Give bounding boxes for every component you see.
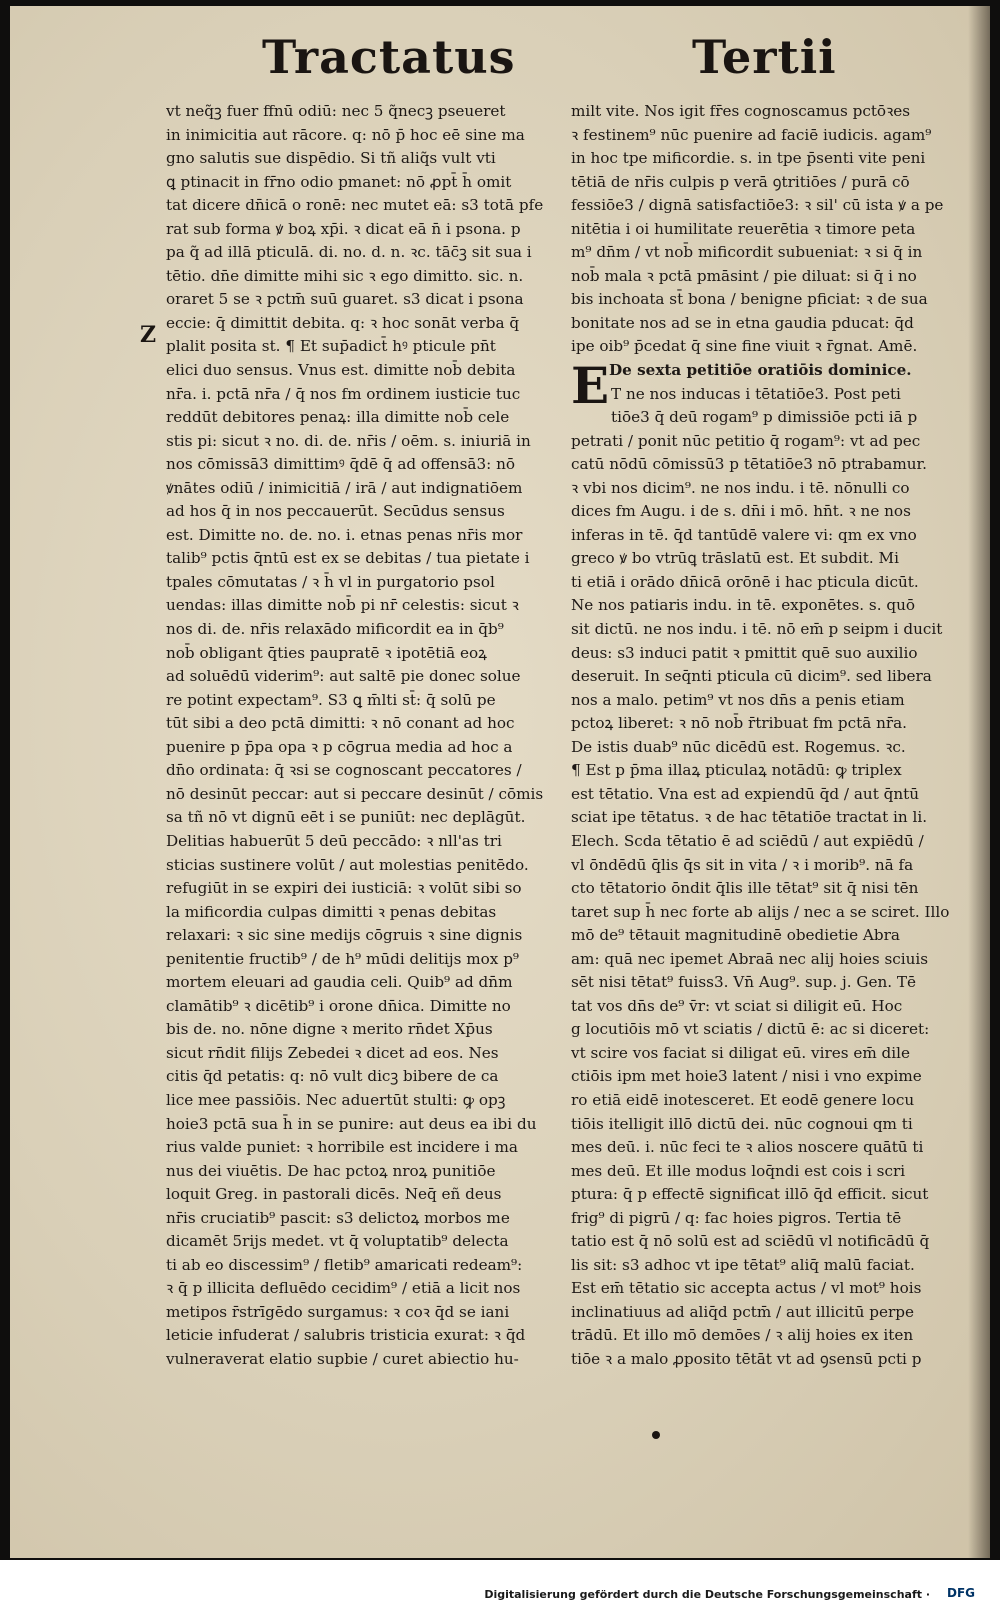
text-line: est. Dimitte no. de. no. i. etnas penas nr̄is mor [166, 525, 523, 544]
section-heading: De sexta petitiōe oratiōis dominice. [609, 361, 912, 380]
page-spine-shadow [968, 6, 990, 1558]
text-line: ꝛ q̄ p illicita defluēdo cecidim⁹ / etiā a licit nos [166, 1279, 521, 1298]
text-line: uendas: illas dimitte nob̄ pi nr̄ celestis: sicut ꝛ [166, 596, 519, 615]
text-line: ti etiā i orādo dn̄icā orōnē i hac pticula dicūt. [571, 572, 919, 591]
text-line: vulneraverat elatio supbie / curet abiectio hu- [166, 1349, 519, 1368]
text-line: mes deū. Et ille modus loq̄ndi est cois i scri [571, 1161, 906, 1180]
text-line: milt vite. Nos igit fr̄es cognoscamus pctōꝛes [571, 102, 911, 120]
text-line: tiōe ꝛ a malo ꝓposito tētāt vt ad ꝯsensū pcti p [571, 1349, 922, 1368]
text-column-left [166, 100, 556, 1372]
text-line: la mificordia culpas dimitti ꝛ penas debitas [166, 902, 497, 921]
text-line: oraret 5 se ꝛ pctm̄ suū guaret. s3 dicat i psona [166, 290, 524, 309]
text-line: nob̄ mala ꝛ pctā pmāsint / pie diluat: si q̄ i no [571, 266, 917, 285]
text-line: nos cōmissā3 dimittimꝰ q̄dē q̄ ad offensā3: nō [166, 455, 516, 474]
text-line: stis pi: sicut ꝛ no. di. de. nr̄is / oēm. s. iniuriā in [166, 431, 531, 450]
text-line: nob̄ obligant q̄ties paupratē ꝛ ipotētiā eoꝝ [166, 643, 487, 662]
text-line: inclinatiuus ad aliq̄d pctm̄ / aut illicitū perpe [571, 1302, 914, 1321]
text-line: ro etiā eidē inotesceret. Et eodē genere locu [571, 1090, 915, 1109]
text-line: hoie3 pctā sua h̄ in se punire: aut deus ea ibi du [166, 1114, 537, 1133]
text-line: tiōe3 q̄ deū rogam⁹ p dimissiōe pcti iā p [611, 408, 918, 427]
text-line: T ne nos inducas i tētatiōe3. Post peti [611, 384, 901, 403]
text-line: trādū. Et illo mō demōes / ꝛ alij hoies ex iten [571, 1326, 914, 1345]
running-head-right: Tertii [692, 30, 837, 84]
text-line: clamātib⁹ ꝛ dicētib⁹ i orone dn̄ica. Dimitte no [166, 996, 511, 1015]
text-line: talib⁹ pctis q̄ntū est ex se debitas / tua pietate i [166, 549, 530, 568]
text-line: reddūt debitores penaꝝ: illa dimitte nob̄ cele [166, 408, 510, 427]
text-line: tūt sibi a deo pctā dimitti: ꝛ nō conant ad hoc [166, 714, 515, 733]
text-line: ctiōis ipm met hoie3 latent / nisi i vno expime [571, 1067, 922, 1086]
text-line: nos di. de. nr̄is relaxādo mificordit ea in q̄b⁹ [166, 620, 504, 639]
running-head-left: Tractatus [262, 30, 516, 84]
text-line: mō de⁹ tētauit magnitudinē obedietie Abra [571, 926, 900, 945]
text-line: ad soluēdū viderim⁹: aut saltē pie donec solue [166, 667, 521, 686]
text-line: re potint expectam⁹. S3 ꝗ m̄lti st̄: q̄ solū pe [166, 690, 496, 709]
text-line: bis de. no. nōne digne ꝛ merito rn̄det Xp̄us [166, 1020, 493, 1039]
text-line: tētiā de nr̄is culpis p verā ꝯtritiōes / purā cō [571, 172, 910, 191]
text-line: tatio est q̄ nō solū est ad sciēdū vl notificādū q̄ [571, 1232, 930, 1251]
text-line: elici duo sensus. Vnus est. dimitte nob̄ debita [166, 361, 516, 380]
text-line: catū nōdū cōmissū3 p tētatiōe3 nō ptrabamur. [571, 455, 927, 474]
text-line: citis q̄d petatis: q: nō vult dicꝫ bibere de ca [166, 1067, 499, 1086]
text-line: m⁹ dn̄m / vt nob̄ mificordit subueniat: ꝛ si q̄ in [571, 243, 923, 262]
footer-credit: Digitalisierung gefördert durch die Deutsche Forschungsgemeinschaft · [484, 1588, 930, 1601]
text-line: in hoc tpe mificordie. s. in tpe p̄senti vite peni [571, 149, 926, 168]
text-line: loquit Greg. in pastorali dicēs. Neq̄ eñ deus [166, 1185, 502, 1204]
text-line: metipos r̄strīgēdo surgamus: ꝛ coꝛ q̄d se iani [166, 1302, 510, 1321]
text-line: dn̄o ordinata: q̄ ꝛsi se cognoscant peccatores / [166, 761, 522, 780]
text-line: tat vos dn̄s de⁹ v̄r: vt sciat si diligit eū. Hoc [571, 996, 903, 1015]
text-line: sicut rn̄dit filijs Zebedei ꝛ dicet ad eos. Nes [166, 1043, 499, 1062]
text-line: Elech. Scda tētatio ē ad sciēdū / aut expiēdū / [571, 831, 924, 850]
text-line: ¶ Est p p̄ma illaꝝ pticulaꝝ notādū: ꝙ triplex [571, 761, 902, 780]
footer-bar [0, 1560, 1000, 1609]
dfg-logo: DFG [946, 1586, 975, 1600]
text-line: bonitate nos ad se in etna gaudia pducat: q̄d [571, 313, 914, 332]
text-line: tat dicere dn̄icā o ronē: nec mutet eā: s3 totā pfe [166, 196, 544, 215]
text-line: nitētia i oi humilitate reuerētia ꝛ timore peta [571, 219, 916, 238]
text-line: rius valde puniet: ꝛ horribile est incidere i ma [166, 1138, 518, 1157]
text-line: sit dictū. ne nos indu. i tē. nō em̄ p seipm i ducit [571, 620, 943, 639]
text-line: Delitias habuerūt 5 deū peccādo: ꝛ nll'as tri [166, 831, 502, 850]
text-line: puenire p p̄pa opa ꝛ p cōgrua media ad hoc a [166, 737, 513, 756]
text-line: dicamēt 5rijs medet. vt q̄ voluptatib⁹ delecta [166, 1232, 509, 1251]
text-line: taret sup h̄ nec forte ab alijs / nec a se sciret. Illo [571, 902, 950, 921]
drop-capital: E [571, 356, 610, 415]
text-line: ipe oib⁹ p̄cedat q̄ sine fine viuit ꝛ r̄gnat. Amē. [571, 337, 918, 356]
text-line: lice mee passiōis. Nec aduertūt stulti: ꝙ opꝫ [166, 1090, 506, 1109]
text-line: lis sit: s3 adhoc vt ipe tētat⁹ aliq̄ malū faciat. [571, 1255, 915, 1274]
text-line: plalit posita st. ¶ Et sup̄adict̄ hꝰ pticule pn̄t [166, 337, 496, 356]
text-line: ꝟnātes odiū / inimicitiā / irā / aut indignatiōem [166, 478, 523, 497]
text-line: sa tñ nō vt dignū eēt i se puniūt: nec deplāgūt. [166, 808, 526, 827]
text-line: g locutiōis mō vt sciatis / dictū ē: ac si diceret: [571, 1020, 930, 1039]
text-line: nus dei viuētis. De hac pctoꝝ nroꝝ punitiōe [166, 1161, 496, 1180]
text-line: vt scire vos faciat si diligat eū. vires em̄ dile [571, 1043, 910, 1062]
text-line: dices fm Augu. i de s. dn̄i i mō. hn̄t. ꝛ ne nos [571, 502, 911, 521]
text-line: mes deū. i. nūc feci te ꝛ alios noscere quātū ti [571, 1138, 924, 1157]
text-line: deus: s3 induci patit ꝛ pmittit quē suo auxilio [571, 643, 918, 662]
text-line: pctoꝝ liberet: ꝛ nō nob̄ r̄tribuat fm pctā nr̄a. [571, 714, 908, 733]
text-line: in inimicitia aut rācore. q: nō p̄ hoc eē sine ma [166, 125, 525, 144]
text-line: vl ōndēdū q̄lis q̄s sit in vita / ꝛ i morib⁹. nā fa [571, 855, 914, 874]
text-line: ti ab eo discessim⁹ / fletib⁹ amaricati redeam⁹: [166, 1255, 523, 1274]
text-line: petrati / ponit nūc petitio q̄ rogam⁹: vt ad pec [571, 431, 921, 450]
text-line: nr̄a. i. pctā nr̄a / q̄ nos fm ordinem iusticie tuc [166, 384, 521, 403]
text-line: am: quā nec ipemet Abraā nec alij hoies sciuis [571, 949, 929, 968]
text-line: frig⁹ di pigrū / q: fac hoies pigros. Tertia tē [571, 1208, 902, 1227]
text-line: gno salutis sue dispēdio. Si tñ aliq̃s vult vti [166, 149, 496, 168]
text-line: leticie infuderat / salubris tristicia exurat: ꝛ q̄d [166, 1326, 526, 1345]
text-line: De istis duab⁹ nūc dicēdū est. Rogemus. ꝛc. [571, 737, 906, 756]
text-line: tiōis itelligit illō dictū dei. nūc cognoui qm ti [571, 1114, 913, 1133]
text-line: mortem eleuari ad gaudia celi. Quib⁹ ad dn̄m [166, 973, 513, 992]
text-column-right [571, 100, 963, 1372]
right-column-main-block [571, 383, 963, 1372]
text-line: Est em̄ tētatio sic accepta actus / vl mot⁹ hois [571, 1279, 922, 1298]
text-line: nr̄is cruciatib⁹ pascit: s3 delictoꝝ morbos me [166, 1208, 510, 1227]
text-line: ꝛ vbi nos dicim⁹. ne nos indu. i tē. nōnulli co [571, 478, 910, 497]
text-line: nos a malo. petim⁹ vt nos dn̄s a penis etiam [571, 690, 905, 709]
text-line: rat sub forma ꝟ boꝝ xp̄i. ꝛ dicat eā n̄ i psona. p [166, 219, 521, 238]
text-line: relaxari: ꝛ sic sine medijs cōgruis ꝛ sine dignis [166, 926, 523, 945]
text-line: sciat ipe tētatus. ꝛ de hac tētatiōe tractat in li. [571, 808, 928, 827]
marginal-mark: Z [140, 322, 157, 348]
text-line: tpales cōmutatas / ꝛ h̄ vl in purgatorio psol [166, 572, 495, 591]
text-line: deseruit. In seq̄nti pticula cū dicim⁹. sed libera [571, 667, 932, 686]
text-line: sticias sustinere volūt / aut molestias penitēdo. [166, 855, 529, 874]
text-line: nō desinūt peccar: aut si peccare desinūt / cōmis [166, 784, 544, 803]
text-line: est tētatio. Vna est ad expiendū q̄d / aut q̄ntū [571, 784, 920, 803]
text-line: ꝗ ptinacit in fr̄no odio pmanet: nō ꝓpt̄ h̄ omit [166, 172, 512, 191]
text-line: sēt nisi tētat⁹ fuiss3. Vn̄ Aug⁹. sup. j. Gen. Tē [571, 973, 917, 992]
text-line: inferas in tē. q̄d tantūdē valere vi: qm ex vno [571, 525, 917, 544]
right-column-top-block [571, 100, 963, 359]
text-line: cto tētatorio ōndit q̄lis ille tētat⁹ sit q̄ nisi tēn [571, 879, 919, 898]
text-line: ptura: q̄ p effectē significat illō q̄d efficit. sicut [571, 1185, 929, 1204]
text-line: ꝛ festinem⁹ nūc puenire ad faciē iudicis. agam⁹ [571, 125, 932, 144]
text-line: greco ꝟ bo vtrūꝗ trāslatū est. Et subdit. Mi [571, 549, 899, 568]
text-line: Ne nos patiaris indu. in tē. exponētes. s. quō [571, 596, 916, 615]
text-line: ad hos q̄ in nos peccauerūt. Secūdus sensus [166, 502, 505, 521]
text-line: pa q̃ ad illā pticulā. di. no. d. n. ꝛc. tāc̄ꝫ sit sua i [166, 243, 532, 262]
ink-dot [652, 1431, 660, 1439]
text-line: vt neq̃ꝫ fuer ffnū odiū: nec 5 q̃necꝫ pseueret [166, 102, 506, 120]
text-line: penitentie fructib⁹ / de h⁹ mūdi delitijs mox p⁹ [166, 949, 519, 968]
text-line: refugiūt in se expiri dei iusticiā: ꝛ volūt sibi so [166, 879, 522, 898]
text-line: bis inchoata st̄ bona / benigne pficiat: ꝛ de sua [571, 290, 928, 309]
text-line: tētio. dn̄e dimitte mihi sic ꝛ ego dimitto. sic. n. [166, 266, 524, 285]
text-line: eccie: q̄ dimittit debita. q: ꝛ hoc sonāt verba q̄ [166, 313, 520, 332]
text-line: fessiōe3 / dignā satisfactiōe3: ꝛ sil' cū ista ꝟ a pe [571, 196, 944, 215]
